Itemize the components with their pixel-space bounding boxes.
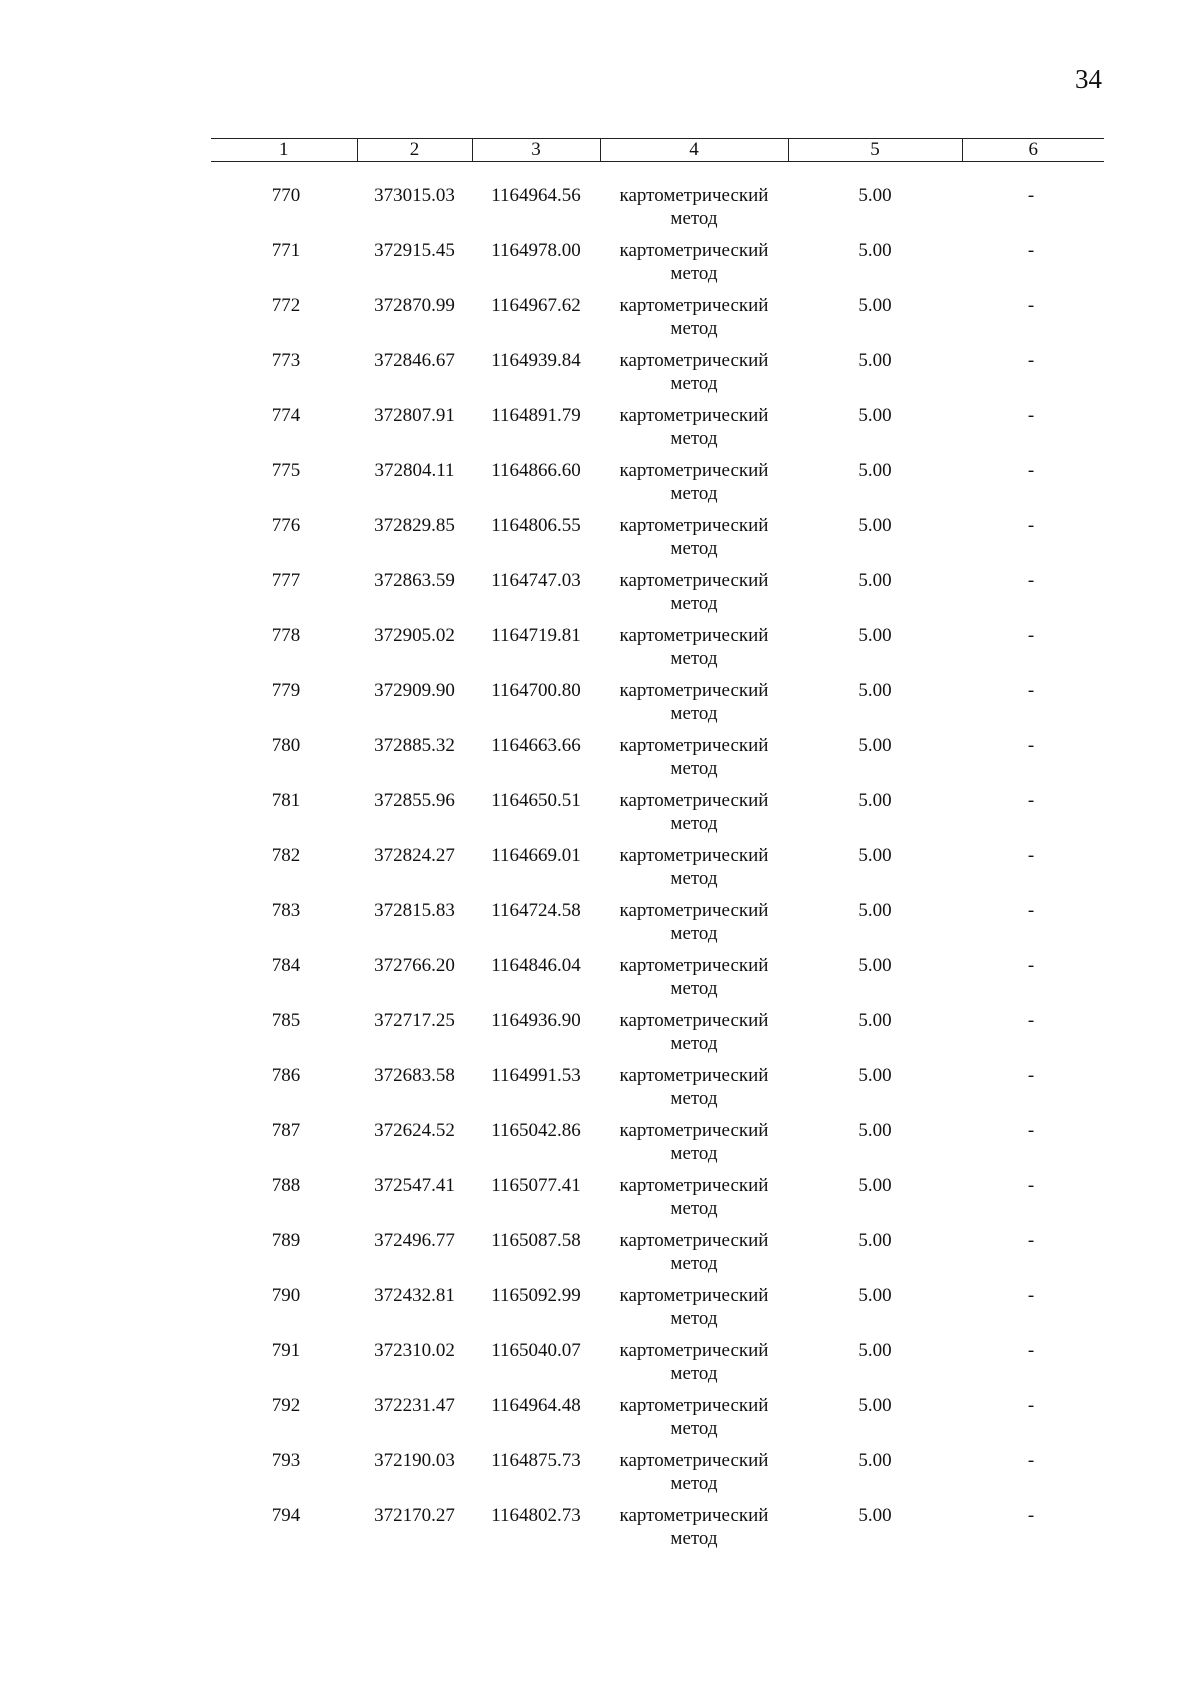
method-line-1: картометрический: [619, 515, 769, 536]
method-cell: [600, 569, 788, 624]
coord-x-cell: 372909.90: [374, 680, 455, 701]
point-number-cell: 787: [271, 1120, 301, 1141]
method-cell: [600, 294, 788, 349]
method-line-1: картометрический: [619, 1010, 769, 1031]
description-cell: -: [1027, 900, 1035, 921]
coord-x-cell: 372231.47: [374, 1395, 455, 1416]
point-number-cell: 777: [271, 570, 301, 591]
coordinates-table-container: [211, 138, 1104, 1559]
method-cell: [600, 184, 788, 239]
coord-x-cell: 373015.03: [374, 185, 455, 206]
method-line-2: метод: [670, 1418, 718, 1439]
point-number-cell: 791: [271, 1340, 301, 1361]
method-line-2: метод: [670, 648, 718, 669]
method-line-2: метод: [670, 1308, 718, 1329]
coord-y-cell: 1164967.62: [491, 295, 581, 316]
method-line-2: метод: [670, 813, 718, 834]
description-cell: -: [1027, 1285, 1035, 1306]
table-row: [211, 239, 1104, 294]
coord-x-cell: 372915.45: [374, 240, 455, 261]
accuracy-cell: 5.00: [858, 1505, 892, 1526]
coord-x-cell: 372717.25: [374, 1010, 455, 1031]
coord-x-cell: 372905.02: [374, 625, 455, 646]
method-cell: [600, 1284, 788, 1339]
method-line-2: метод: [670, 428, 718, 449]
method-line-2: метод: [670, 1033, 718, 1054]
accuracy-cell: 5.00: [858, 900, 892, 921]
table-body: [211, 162, 1104, 1560]
point-number-cell: 774: [271, 405, 301, 426]
method-line-1: картометрический: [619, 955, 769, 976]
method-cell: [600, 1504, 788, 1559]
method-line-1: картометрический: [619, 1450, 769, 1471]
accuracy-cell: 5.00: [858, 845, 892, 866]
coord-x-cell: 372870.99: [374, 295, 455, 316]
point-number-cell: 776: [271, 515, 301, 536]
method-cell: [600, 459, 788, 514]
coord-x-cell: 372855.96: [374, 790, 455, 811]
description-cell: -: [1027, 1010, 1035, 1031]
header-row: [211, 139, 1104, 162]
description-cell: -: [1027, 185, 1035, 206]
accuracy-cell: 5.00: [858, 680, 892, 701]
method-cell: [600, 789, 788, 844]
point-number-cell: 792: [271, 1395, 301, 1416]
coord-x-cell: 372846.67: [374, 350, 455, 371]
method-cell: [600, 239, 788, 294]
method-cell: [600, 899, 788, 954]
method-cell: [600, 954, 788, 1009]
method-line-1: картометрический: [619, 185, 769, 206]
header-col-5: 5: [788, 139, 962, 162]
description-cell: -: [1027, 625, 1035, 646]
point-number-cell: 784: [271, 955, 301, 976]
coord-x-cell: 372885.32: [374, 735, 455, 756]
table-row: [211, 569, 1104, 624]
description-cell: -: [1027, 515, 1035, 536]
method-cell: [600, 514, 788, 569]
accuracy-cell: 5.00: [858, 515, 892, 536]
method-cell: [600, 1339, 788, 1394]
accuracy-cell: 5.00: [858, 1450, 892, 1471]
table-row: [211, 1449, 1104, 1504]
coord-x-cell: 372432.81: [374, 1285, 455, 1306]
coord-y-cell: 1164650.51: [491, 790, 581, 811]
coord-y-cell: 1164663.66: [491, 735, 581, 756]
point-number-cell: 772: [271, 295, 301, 316]
description-cell: -: [1027, 1065, 1035, 1086]
table-row: [211, 459, 1104, 514]
header-col-4: 4: [600, 139, 788, 162]
description-cell: -: [1027, 1505, 1035, 1526]
coord-x-cell: 372824.27: [374, 845, 455, 866]
point-number-cell: 773: [271, 350, 301, 371]
description-cell: -: [1027, 680, 1035, 701]
coord-y-cell: 1164936.90: [491, 1010, 581, 1031]
table-row: [211, 1229, 1104, 1284]
table-row: [211, 844, 1104, 899]
coord-y-cell: 1164719.81: [491, 625, 581, 646]
method-line-2: метод: [670, 593, 718, 614]
coord-y-cell: 1164747.03: [491, 570, 581, 591]
accuracy-cell: 5.00: [858, 1120, 892, 1141]
method-line-1: картометрический: [619, 405, 769, 426]
method-line-1: картометрический: [619, 570, 769, 591]
accuracy-cell: 5.00: [858, 460, 892, 481]
point-number-cell: 782: [271, 845, 301, 866]
method-cell: [600, 1119, 788, 1174]
coord-y-cell: 1164978.00: [491, 240, 581, 261]
coord-x-cell: 372804.11: [374, 460, 455, 481]
method-line-1: картометрический: [619, 350, 769, 371]
table-row: [211, 1284, 1104, 1339]
method-line-1: картометрический: [619, 1505, 769, 1526]
coord-y-cell: 1164806.55: [491, 515, 581, 536]
table-row: [211, 1504, 1104, 1559]
accuracy-cell: 5.00: [858, 1230, 892, 1251]
table-row: [211, 349, 1104, 404]
coord-y-cell: 1164700.80: [491, 680, 581, 701]
method-line-2: метод: [670, 1363, 718, 1384]
point-number-cell: 786: [271, 1065, 301, 1086]
method-line-2: метод: [670, 868, 718, 889]
header-col-3: 3: [472, 139, 600, 162]
method-line-2: метод: [670, 1528, 718, 1549]
method-cell: [600, 1229, 788, 1284]
page-number: 34: [1075, 64, 1102, 94]
table-row: [211, 734, 1104, 789]
method-line-1: картометрический: [619, 680, 769, 701]
coord-y-cell: 1164991.53: [491, 1065, 581, 1086]
method-cell: [600, 679, 788, 734]
accuracy-cell: 5.00: [858, 350, 892, 371]
point-number-cell: 789: [271, 1230, 301, 1251]
method-line-2: метод: [670, 1473, 718, 1494]
table-row: [211, 184, 1104, 239]
point-number-cell: 793: [271, 1450, 301, 1471]
coord-x-cell: 372170.27: [374, 1505, 455, 1526]
method-line-2: метод: [670, 483, 718, 504]
description-cell: -: [1027, 1395, 1035, 1416]
coord-y-cell: 1164669.01: [491, 845, 581, 866]
table-row: [211, 899, 1104, 954]
method-line-1: картометрический: [619, 790, 769, 811]
description-cell: -: [1027, 570, 1035, 591]
coord-x-cell: 372310.02: [374, 1340, 455, 1361]
method-line-1: картометрический: [619, 1395, 769, 1416]
method-cell: [600, 1064, 788, 1119]
point-number-cell: 794: [271, 1505, 301, 1526]
table-row: [211, 1339, 1104, 1394]
method-cell: [600, 624, 788, 679]
accuracy-cell: 5.00: [858, 625, 892, 646]
coord-x-cell: 372496.77: [374, 1230, 455, 1251]
accuracy-cell: 5.00: [858, 1395, 892, 1416]
point-number-cell: 780: [271, 735, 301, 756]
method-cell: [600, 1449, 788, 1504]
table-row: [211, 1064, 1104, 1119]
method-cell: [600, 1394, 788, 1449]
coord-x-cell: 372547.41: [374, 1175, 455, 1196]
table-row: [211, 954, 1104, 1009]
coord-y-cell: 1164802.73: [491, 1505, 581, 1526]
description-cell: -: [1027, 350, 1035, 371]
accuracy-cell: 5.00: [858, 735, 892, 756]
coord-x-cell: 372807.91: [374, 405, 455, 426]
header-col-6: 6: [962, 139, 1104, 162]
description-cell: -: [1027, 1175, 1035, 1196]
table-row: [211, 1394, 1104, 1449]
header-col-1: 1: [211, 139, 357, 162]
coord-y-cell: 1165040.07: [491, 1340, 581, 1361]
header-spacer: [211, 162, 1104, 185]
coordinates-table: [211, 138, 1104, 1559]
point-number-cell: 770: [271, 185, 301, 206]
method-line-2: метод: [670, 318, 718, 339]
method-line-2: метод: [670, 1253, 718, 1274]
method-line-1: картометрический: [619, 1230, 769, 1251]
method-cell: [600, 349, 788, 404]
table-row: [211, 679, 1104, 734]
method-line-1: картометрический: [619, 900, 769, 921]
coord-y-cell: 1164846.04: [491, 955, 581, 976]
coord-y-cell: 1164724.58: [491, 900, 581, 921]
method-line-2: метод: [670, 978, 718, 999]
method-line-1: картометрический: [619, 735, 769, 756]
method-cell: [600, 1174, 788, 1229]
coord-y-cell: 1164964.48: [491, 1395, 581, 1416]
method-line-1: картометрический: [619, 1340, 769, 1361]
method-line-1: картометрический: [619, 625, 769, 646]
accuracy-cell: 5.00: [858, 1175, 892, 1196]
point-number-cell: 775: [271, 460, 301, 481]
description-cell: -: [1027, 1120, 1035, 1141]
method-cell: [600, 734, 788, 789]
method-line-1: картометрический: [619, 1065, 769, 1086]
method-line-1: картометрический: [619, 1285, 769, 1306]
coord-y-cell: 1164866.60: [491, 460, 581, 481]
method-line-1: картометрический: [619, 1120, 769, 1141]
table-row: [211, 294, 1104, 349]
coord-y-cell: 1165042.86: [491, 1120, 581, 1141]
coord-y-cell: 1164891.79: [491, 405, 581, 426]
coord-x-cell: 372624.52: [374, 1120, 455, 1141]
coord-y-cell: 1164875.73: [491, 1450, 581, 1471]
accuracy-cell: 5.00: [858, 185, 892, 206]
description-cell: -: [1027, 405, 1035, 426]
table-row: [211, 1119, 1104, 1174]
coord-y-cell: 1165077.41: [491, 1175, 581, 1196]
description-cell: -: [1027, 1450, 1035, 1471]
table-header: [211, 139, 1104, 162]
method-cell: [600, 1009, 788, 1064]
description-cell: -: [1027, 790, 1035, 811]
description-cell: -: [1027, 240, 1035, 261]
coord-x-cell: 372683.58: [374, 1065, 455, 1086]
point-number-cell: 781: [271, 790, 301, 811]
description-cell: -: [1027, 955, 1035, 976]
description-cell: -: [1027, 845, 1035, 866]
table-row: [211, 514, 1104, 569]
method-line-1: картометрический: [619, 295, 769, 316]
accuracy-cell: 5.00: [858, 295, 892, 316]
accuracy-cell: 5.00: [858, 1285, 892, 1306]
method-line-2: метод: [670, 1088, 718, 1109]
method-line-2: метод: [670, 373, 718, 394]
accuracy-cell: 5.00: [858, 1340, 892, 1361]
method-cell: [600, 844, 788, 899]
method-line-2: метод: [670, 703, 718, 724]
point-number-cell: 778: [271, 625, 301, 646]
coord-y-cell: 1165092.99: [491, 1285, 581, 1306]
method-line-2: метод: [670, 208, 718, 229]
method-line-2: метод: [670, 1198, 718, 1219]
point-number-cell: 771: [271, 240, 301, 261]
point-number-cell: 779: [271, 680, 301, 701]
coord-x-cell: 372829.85: [374, 515, 455, 536]
method-cell: [600, 404, 788, 459]
accuracy-cell: 5.00: [858, 955, 892, 976]
coord-y-cell: 1164939.84: [491, 350, 581, 371]
method-line-2: метод: [670, 758, 718, 779]
description-cell: -: [1027, 1340, 1035, 1361]
method-line-1: картометрический: [619, 1175, 769, 1196]
description-cell: -: [1027, 1230, 1035, 1251]
accuracy-cell: 5.00: [858, 1065, 892, 1086]
accuracy-cell: 5.00: [858, 1010, 892, 1031]
coord-x-cell: 372190.03: [374, 1450, 455, 1471]
method-line-1: картометрический: [619, 845, 769, 866]
accuracy-cell: 5.00: [858, 240, 892, 261]
point-number-cell: 785: [271, 1010, 301, 1031]
description-cell: -: [1027, 735, 1035, 756]
header-col-2: 2: [357, 139, 472, 162]
table-row: [211, 789, 1104, 844]
method-line-2: метод: [670, 1143, 718, 1164]
point-number-cell: 783: [271, 900, 301, 921]
accuracy-cell: 5.00: [858, 790, 892, 811]
accuracy-cell: 5.00: [858, 570, 892, 591]
method-line-2: метод: [670, 538, 718, 559]
coord-y-cell: 1165087.58: [491, 1230, 581, 1251]
table-row: [211, 1009, 1104, 1064]
coord-x-cell: 372815.83: [374, 900, 455, 921]
method-line-2: метод: [670, 923, 718, 944]
table-row: [211, 1174, 1104, 1229]
coord-y-cell: 1164964.56: [491, 185, 581, 206]
description-cell: -: [1027, 295, 1035, 316]
accuracy-cell: 5.00: [858, 405, 892, 426]
table-row: [211, 404, 1104, 459]
coord-x-cell: 372766.20: [374, 955, 455, 976]
coord-x-cell: 372863.59: [374, 570, 455, 591]
method-line-1: картометрический: [619, 240, 769, 261]
point-number-cell: 788: [271, 1175, 301, 1196]
method-line-2: метод: [670, 263, 718, 284]
point-number-cell: 790: [271, 1285, 301, 1306]
table-row: [211, 624, 1104, 679]
method-line-1: картометрический: [619, 460, 769, 481]
description-cell: -: [1027, 460, 1035, 481]
